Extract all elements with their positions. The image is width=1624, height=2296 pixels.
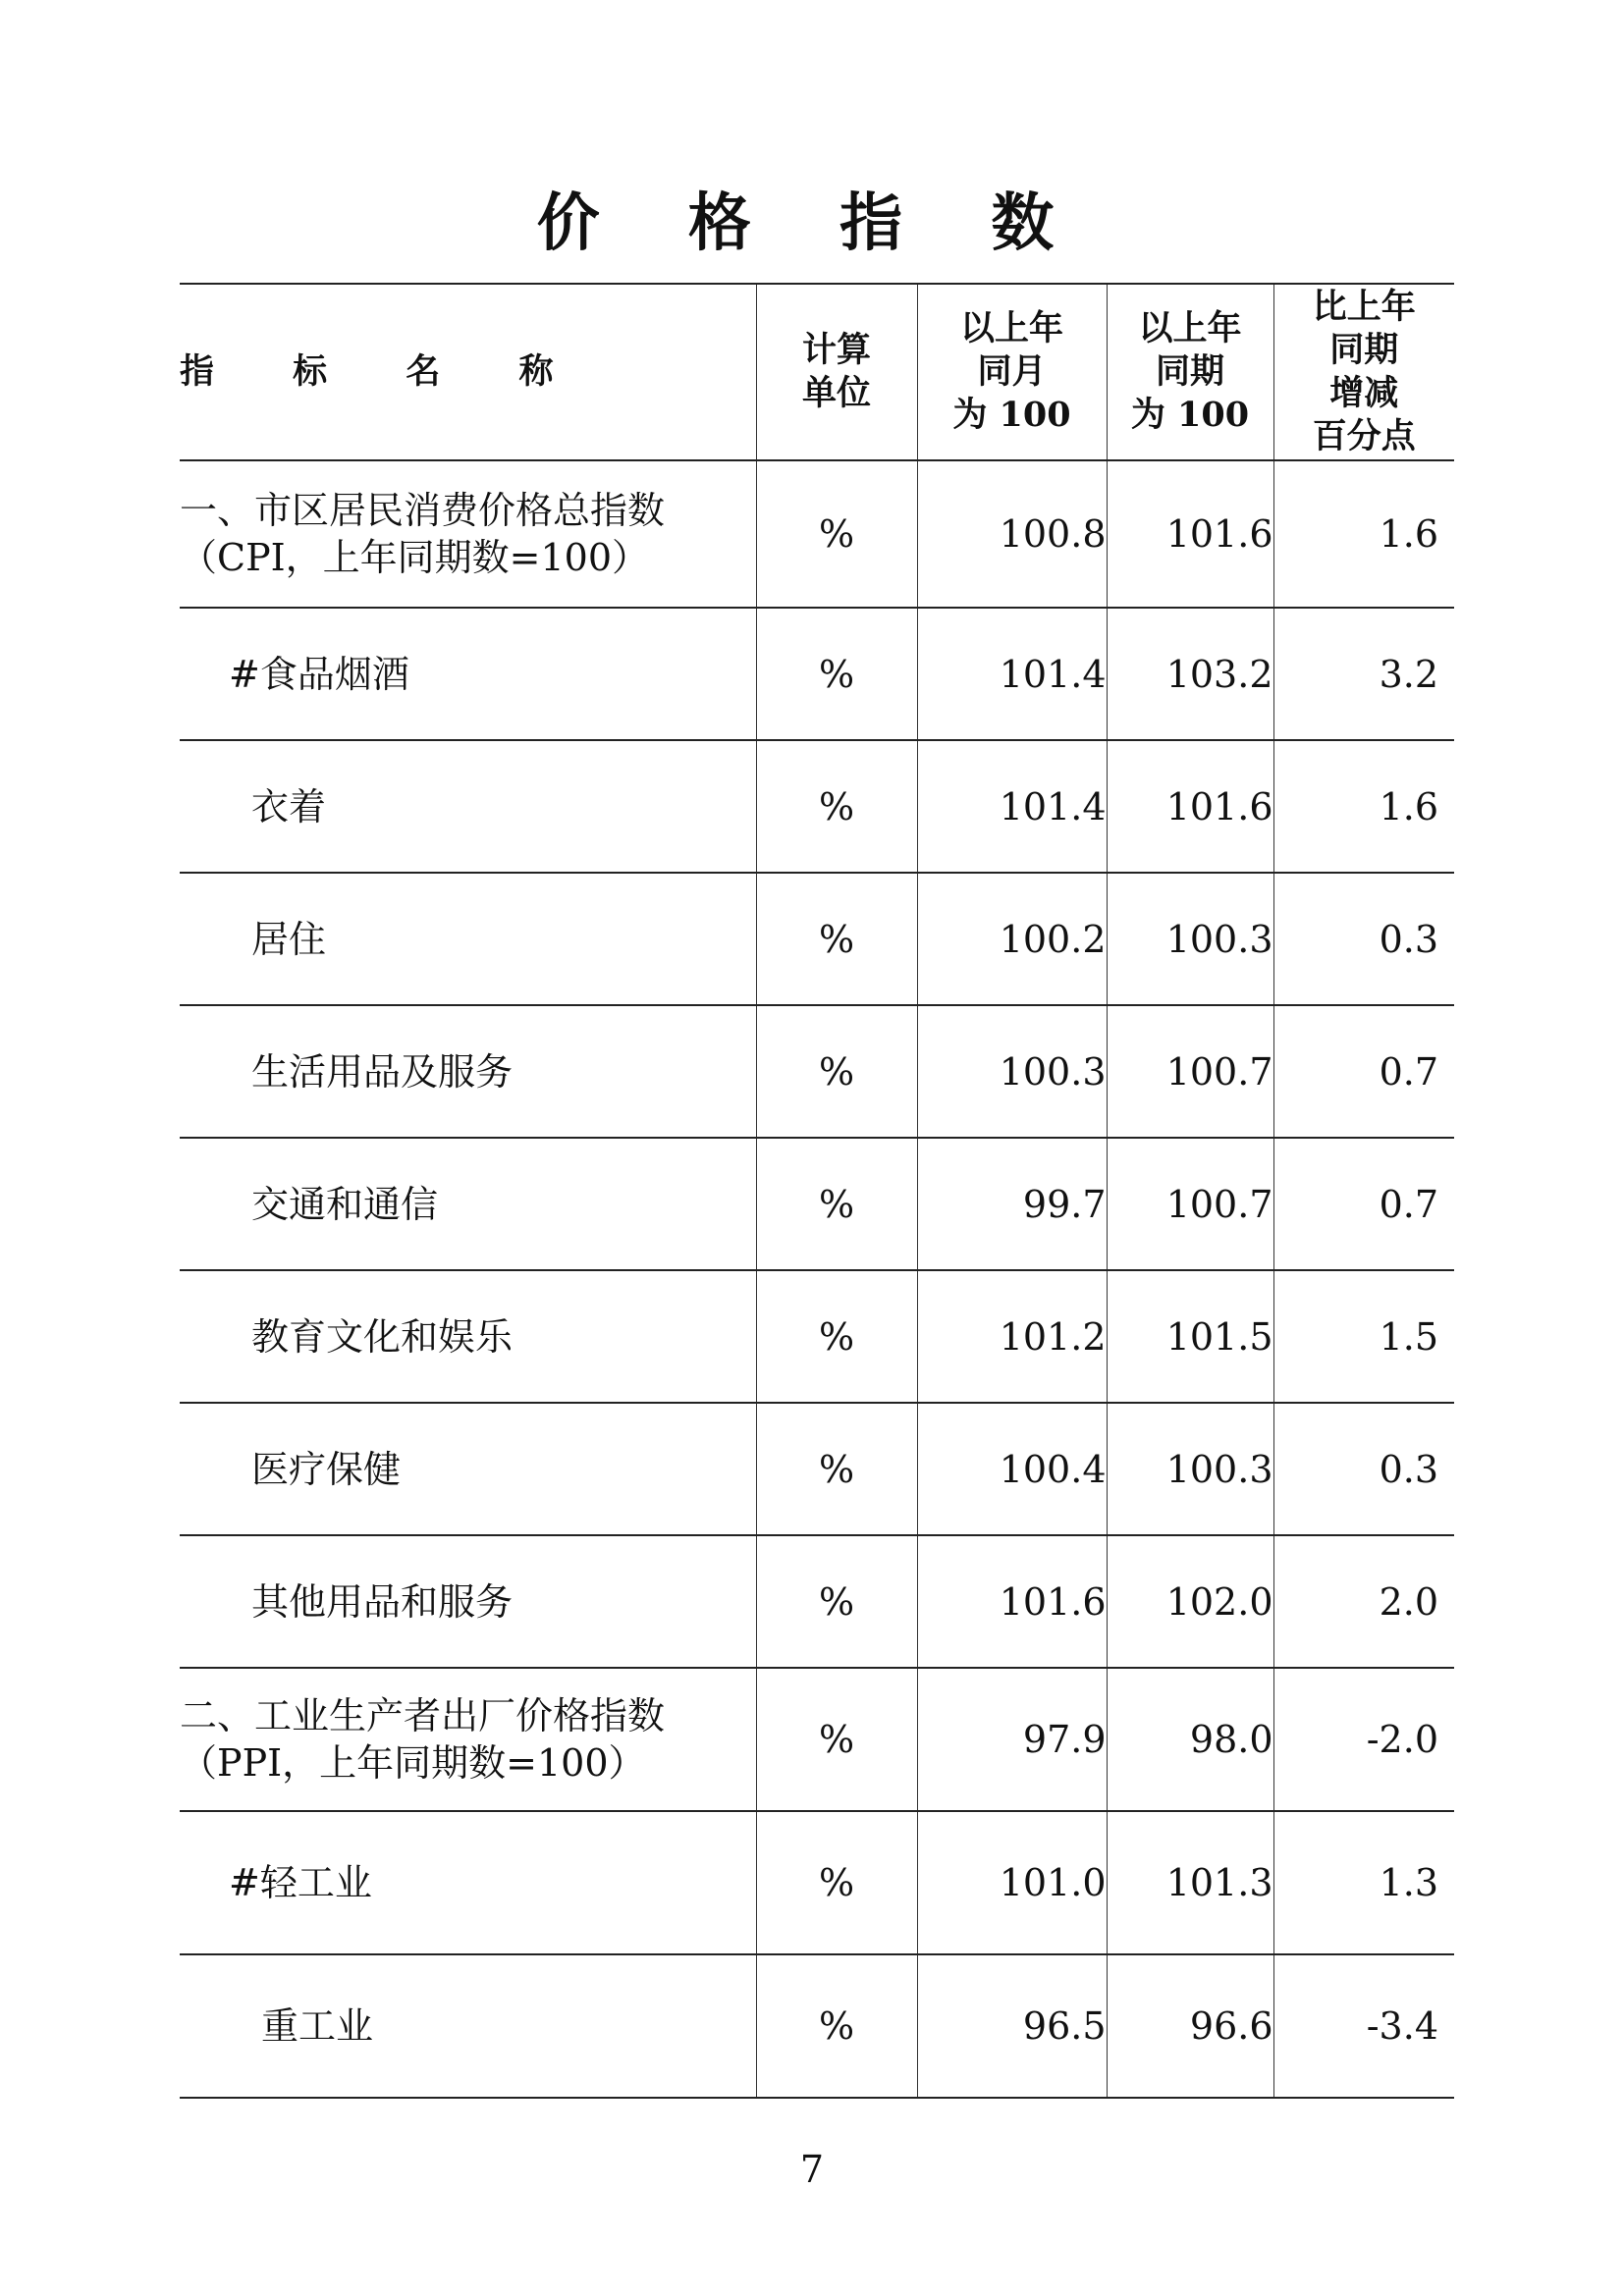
table-row <box>180 1668 1454 1811</box>
row-value-same-period: 100.7 <box>1107 1005 1273 1138</box>
row-value-same-month: 101.0 <box>917 1811 1107 1954</box>
row-value-same-period: 96.6 <box>1107 1954 1273 2098</box>
table-row <box>180 1138 1454 1270</box>
row-unit: % <box>756 1668 917 1811</box>
header-row <box>180 284 1454 460</box>
row-unit: % <box>756 1005 917 1138</box>
header-unit: 计算 单位 <box>756 284 917 460</box>
row-name: 一、市区居民消费价格总指数 （CPI，上年同期数=100） <box>180 460 756 608</box>
page-number: 7 <box>799 2148 825 2191</box>
page-title: 价 格 指 数 <box>536 187 1088 260</box>
row-value-same-month: 96.5 <box>917 1954 1107 2098</box>
row-name: 二、工业生产者出厂价格指数 （PPI，上年同期数=100） <box>180 1668 756 1811</box>
row-value-change: 0.3 <box>1273 1403 1454 1535</box>
row-name: 居住 <box>180 873 756 1005</box>
row-value-same-month: 100.3 <box>917 1005 1107 1138</box>
row-value-same-month: 99.7 <box>917 1138 1107 1270</box>
row-name: 衣着 <box>180 740 756 873</box>
row-unit: % <box>756 1535 917 1668</box>
row-value-change: 1.6 <box>1273 740 1454 873</box>
table-row <box>180 1535 1454 1668</box>
row-value-same-month: 101.4 <box>917 608 1107 740</box>
header-change-points: 比上年 同期 增减 百分点 <box>1273 284 1454 460</box>
row-value-change: 1.3 <box>1273 1811 1454 1954</box>
row-value-change: -3.4 <box>1273 1954 1454 2098</box>
row-value-same-month: 97.9 <box>917 1668 1107 1811</box>
row-value-same-period: 103.2 <box>1107 608 1273 740</box>
row-value-same-period: 101.6 <box>1107 740 1273 873</box>
table-row <box>180 740 1454 873</box>
row-value-same-month: 101.2 <box>917 1270 1107 1403</box>
row-name: #食品烟酒 <box>180 608 756 740</box>
row-name: #轻工业 <box>180 1811 756 1954</box>
table-row <box>180 460 1454 608</box>
row-value-same-month: 101.6 <box>917 1535 1107 1668</box>
table-row <box>180 1811 1454 1954</box>
header-indicator-name: 指 标 名 称 <box>180 284 756 460</box>
row-unit: % <box>756 460 917 608</box>
row-value-change: 0.7 <box>1273 1005 1454 1138</box>
table-row <box>180 1954 1454 2098</box>
row-value-same-period: 101.6 <box>1107 460 1273 608</box>
row-value-same-month: 101.4 <box>917 740 1107 873</box>
row-unit: % <box>756 873 917 1005</box>
row-value-change: 0.7 <box>1273 1138 1454 1270</box>
table-row <box>180 1270 1454 1403</box>
row-name: 生活用品及服务 <box>180 1005 756 1138</box>
row-name: 医疗保健 <box>180 1403 756 1535</box>
table-row <box>180 1005 1454 1138</box>
row-value-change: 3.2 <box>1273 608 1454 740</box>
row-value-change: 1.6 <box>1273 460 1454 608</box>
row-name: 其他用品和服务 <box>180 1535 756 1668</box>
row-value-same-month: 100.2 <box>917 873 1107 1005</box>
row-value-same-period: 98.0 <box>1107 1668 1273 1811</box>
row-name: 重工业 <box>180 1954 756 2098</box>
row-unit: % <box>756 1811 917 1954</box>
row-value-same-period: 102.0 <box>1107 1535 1273 1668</box>
row-value-same-month: 100.4 <box>917 1403 1107 1535</box>
row-value-same-period: 100.3 <box>1107 1403 1273 1535</box>
row-value-change: 1.5 <box>1273 1270 1454 1403</box>
row-value-change: -2.0 <box>1273 1668 1454 1811</box>
row-unit: % <box>756 740 917 873</box>
price-index-table <box>180 283 1454 2099</box>
table-row <box>180 873 1454 1005</box>
row-value-same-period: 101.3 <box>1107 1811 1273 1954</box>
row-value-same-period: 101.5 <box>1107 1270 1273 1403</box>
row-unit: % <box>756 1403 917 1535</box>
row-name: 交通和通信 <box>180 1138 756 1270</box>
row-value-change: 0.3 <box>1273 873 1454 1005</box>
row-value-same-month: 100.8 <box>917 460 1107 608</box>
row-unit: % <box>756 1954 917 2098</box>
header-same-period: 以上年 同期 为 100 <box>1107 284 1273 460</box>
row-unit: % <box>756 1138 917 1270</box>
row-unit: % <box>756 608 917 740</box>
header-same-month: 以上年 同月 为 100 <box>917 284 1107 460</box>
row-unit: % <box>756 1270 917 1403</box>
table-row <box>180 608 1454 740</box>
row-value-change: 2.0 <box>1273 1535 1454 1668</box>
row-value-same-period: 100.7 <box>1107 1138 1273 1270</box>
table-row <box>180 1403 1454 1535</box>
row-value-same-period: 100.3 <box>1107 873 1273 1005</box>
row-name: 教育文化和娱乐 <box>180 1270 756 1403</box>
